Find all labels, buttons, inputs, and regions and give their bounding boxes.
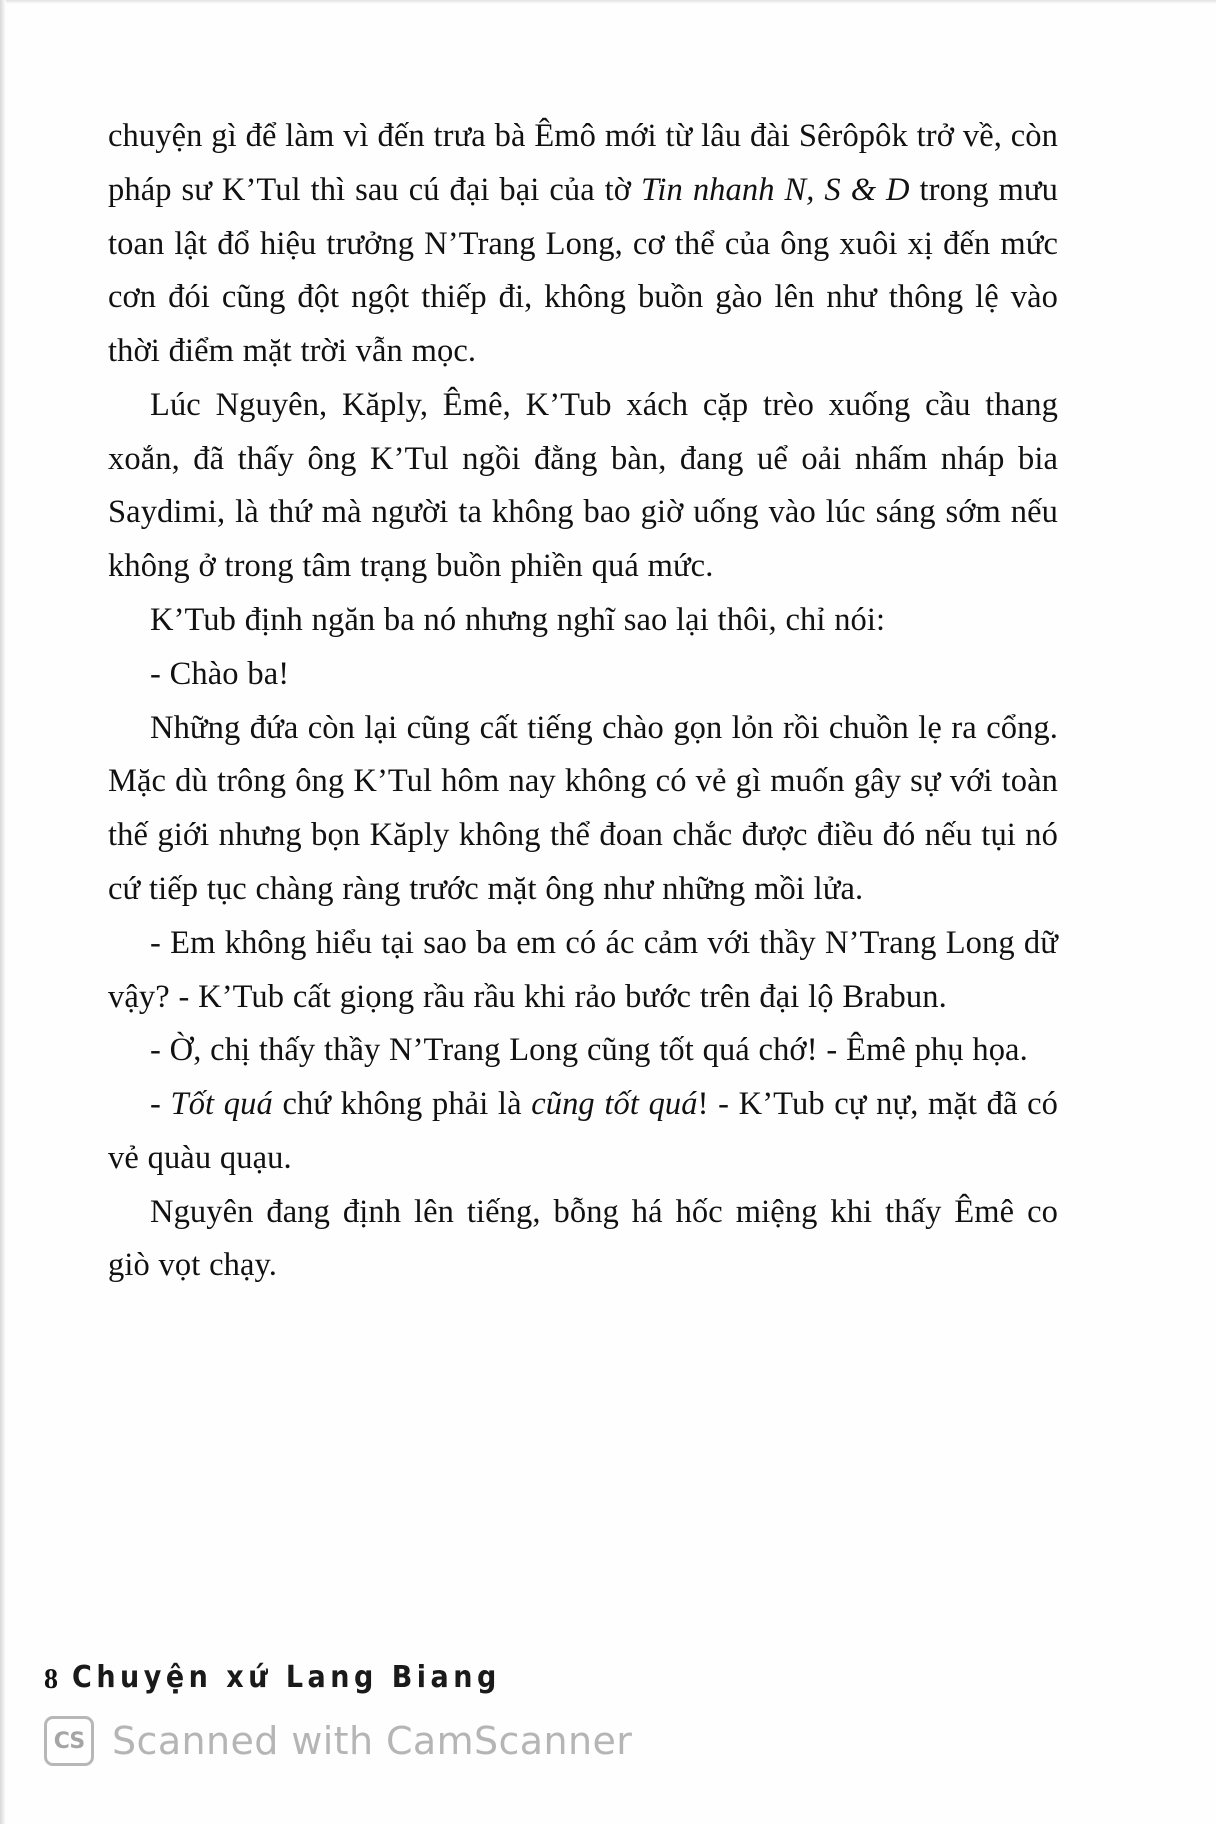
- italic-run: cũng tốt quá: [531, 1086, 698, 1123]
- text-run: chuyện gì để làm vì đến trưa bà Êmô mới từ lâu đài Sêrôpôk trở về, còn pháp sư K’Tul thì sau cú đại bại của tờ: [108, 118, 1058, 208]
- paragraph: [108, 1078, 1058, 1186]
- running-book-title: Chuyện xứ Lang Biang: [72, 1660, 501, 1695]
- text-run: - Ờ, chị thấy thầy N’Trang Long cũng tốt quá chớ! - Êmê phụ họa.: [150, 1032, 1028, 1069]
- page-edge-top: [0, 0, 1216, 4]
- text-run: trong mưu toan lật đổ hiệu trưởng N’Trang Long, cơ thể của ông xuôi xị đến mức cơn đói cũng đột ngột thiếp đi, không buồn gào lên như thông lệ vào thời điểm mặt trời vẫn mọc.: [108, 171, 1058, 370]
- text-run: - Em không hiểu tại sao ba em có ác cảm với thầy N’Trang Long dữ vậy? - K’Tub cất giọng rầu rầu khi rảo bước trên đại lộ Brabun.: [108, 924, 1058, 1015]
- page-edge-left: [0, 0, 6, 1824]
- text-run: ! - K’Tub cự nự, mặt đã có vẻ quàu quạu.: [108, 1086, 1058, 1176]
- text-run: K’Tub định ngăn ba nó nhưng nghĩ sao lại thôi, chỉ nói:: [150, 602, 886, 639]
- body-text-column: [108, 110, 1058, 1293]
- camscanner-watermark: [44, 1716, 632, 1766]
- paragraph: [108, 917, 1058, 1025]
- camscanner-watermark-text: Scanned with CamScanner: [112, 1719, 633, 1763]
- paragraph: [108, 648, 1058, 702]
- text-run: Những đứa còn lại cũng cất tiếng chào gọn lỏn rồi chuồn lẹ ra cổng. Mặc dù trông ông K’Tul hôm nay không có vẻ gì muốn gây sự với toàn thế giới nhưng bọn Kăply không thể đoan chắc được điều đó nếu tụi nó cứ tiếp tục chàng ràng trước mặt ông như những mồi lửa.: [108, 709, 1058, 907]
- paragraph: [108, 702, 1058, 917]
- text-run: -: [150, 1086, 171, 1123]
- page-number: 8: [44, 1664, 58, 1695]
- paragraph: [108, 1186, 1058, 1294]
- text-run: Nguyên đang định lên tiếng, bỗng há hốc miệng khi thấy Êmê co giò vọt chạy.: [108, 1193, 1058, 1284]
- camscanner-logo-icon: CS: [44, 1716, 94, 1766]
- paragraph: [108, 379, 1058, 594]
- paragraph: [108, 1024, 1058, 1078]
- paragraph: [108, 110, 1058, 379]
- italic-run: Tốt quá: [170, 1086, 273, 1123]
- text-run: Lúc Nguyên, Kăply, Êmê, K’Tub xách cặp trèo xuống cầu thang xoắn, đã thấy ông K’Tul ngồi đằng bàn, đang uể oải nhấm nháp bia Saydimi, là thứ mà người ta không bao giờ uống vào lúc sáng sớm nếu không ở trong tâm trạng buồn phiền quá mức.: [108, 386, 1058, 585]
- page-footer: [44, 1660, 501, 1696]
- paragraph: [108, 594, 1058, 648]
- text-run: - Chào ba!: [150, 655, 290, 692]
- text-run: chứ không phải là: [272, 1086, 532, 1123]
- italic-run: Tin nhanh N, S & D: [641, 171, 910, 208]
